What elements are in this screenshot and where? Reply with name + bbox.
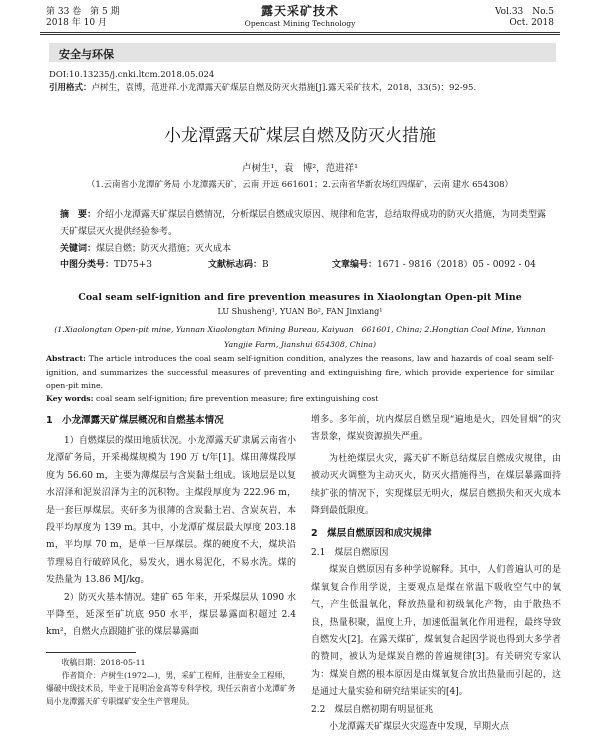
- keywords-text: 煤层自燃；防灭火措施；灭火成本: [96, 244, 232, 254]
- paragraph-geology: 1）自燃煤层的煤田地质状况。小龙潭露天矿隶属云南省小龙潭矿务局，开采褐煤规模为 190 万 t/年[1]。煤田薄煤段厚度为 56.60 m，主要为薄煤层与含炭黏土组成。该地层是以复水沼泽和泥炭沼泽为主的沉积物。主煤段厚度为 222.96 m，是一套巨厚煤层。夹矸多为很薄的含炭黏土岩、含炭灰岩，本段平均厚度为 139 m。其中，小龙潭矿煤层最大厚度 203.18 m，平均厚 70 m，是单一巨厚煤层。煤的硬度不大，煤块沿节理易自行破碎风化，易发火，遇水易泥化，不易水洗。煤的发热量为 13.86 MJ/kg。: [46, 436, 296, 586]
- keywords-label: 关键词：: [60, 244, 97, 254]
- journal-name-cn: 露天采矿技术: [260, 4, 339, 18]
- header-date-en: Oct. 2018: [509, 18, 554, 28]
- paragraph-continued: 增多。多年前，坑内煤层自燃呈现“遍地是火，四处冒烟”的灾害景象，煤炭资源损失严重。: [311, 415, 561, 443]
- doc-code-value: B: [262, 260, 269, 270]
- section-2-1-title: 煤层自燃原因: [334, 548, 389, 559]
- header-volume: 第 33 卷 第 5 期: [46, 7, 120, 17]
- paper-title: 小龙潭露天矿煤层自燃及防灭火措施: [164, 126, 436, 146]
- english-keywords-label: Key words:: [46, 394, 94, 403]
- header-rule: [40, 32, 560, 33]
- english-abstract-text: The article introduces the coal seam self-ignition condition, analyzes the reasons, law and hazards of coal seam self-ignition, and summarizes the successful measures of preventing and extinguishing fire, which provide experience for similar open-pit mine.: [46, 354, 554, 390]
- english-abstract-label: Abstract:: [46, 354, 86, 363]
- header-date: 2018 年 10 月: [46, 18, 107, 28]
- received-date: 收稿日期：2018-05-11: [61, 658, 146, 667]
- english-keywords-text: coal seam self-ignition; fire prevention measure; fire extinguishing cost: [96, 394, 379, 403]
- article-no-label: 文章编号：: [332, 260, 378, 270]
- left-column: [46, 412, 296, 642]
- section-2-heading: 2 煤层自燃原因和成灾规律: [311, 528, 432, 540]
- header-volume-en: Vol.33 No.5: [494, 7, 554, 17]
- footnote: [46, 656, 296, 708]
- doc-code: [208, 257, 269, 270]
- abstract-label: 摘 要：: [60, 210, 97, 220]
- citation: [49, 82, 569, 94]
- journal-name-en: Opencast Mining Technology: [244, 19, 356, 28]
- english-affiliation-line-2: Yangjie Farm, Jianshui 654308, China): [223, 340, 377, 349]
- article-no: [332, 257, 536, 270]
- header-issue-en: [495, 7, 554, 29]
- clc: [60, 257, 152, 270]
- paragraph-fire-status: 2）防灭火基本情况。建矿 65 年来，开采煤层从 1090 水平降至，延深至矿坑底 950 水平，煤层暴露面积超过 2.4 km²，自燃火点跟随扩张的煤层暴露面: [46, 592, 296, 638]
- article-no-value: 1671 - 9816（2018）05 - 0092 - 04: [377, 260, 536, 270]
- section-2-2-title: 煤层自燃初期有明显征兆: [334, 704, 434, 715]
- authors: 卢树生¹，袁 博²，范进祥¹: [242, 163, 358, 174]
- abstract-block: [60, 207, 550, 258]
- keywords: [60, 241, 550, 258]
- section-2-2-heading: [311, 702, 561, 719]
- paragraph-early-signs: 小龙潭露天矿煤层火灾巡查中发现，早期火点: [329, 721, 510, 732]
- doc-code-label: 文献标志码：: [208, 260, 263, 270]
- doi[interactable]: DOI:10.13235/j.cnki.ltcm.2018.05.024: [49, 70, 215, 80]
- header-rule-2: [40, 34, 560, 35]
- english-keywords: [46, 394, 554, 403]
- citation-label: 引用格式：: [49, 83, 92, 93]
- abstract: [60, 207, 550, 241]
- section-1-heading: 1 小龙潭露天矿煤层概况和自燃基本情况: [46, 415, 224, 426]
- english-affiliation-line-1: (1.Xiaolongtan Open-pit mine, Yunnan Xiaolongtan Mining Bureau, Kaiyuan 661601, China; 2.Hongtian Coal Mine, Yunnan: [54, 325, 546, 334]
- section-2-1-number: 2.1: [311, 548, 326, 559]
- english-abstract: [46, 352, 554, 393]
- section-2-2-number: 2.2: [311, 704, 326, 715]
- clc-label: 中图分类号：: [60, 260, 115, 270]
- section-tag: [49, 43, 556, 62]
- paragraph-prevention: 为杜绝煤层火灾，露天矿不断总结煤层自燃成灾规律，由被动灭火调整为主动灭火，防灭火措施得当，在煤层暴露面持续扩张的情况下，实现煤层无明火，煤层自燃损失和灭火成本降到最低限度。: [311, 453, 561, 517]
- citation-text: 卢树生，袁博，范进祥.小龙潭露天矿煤层自燃及防灭火措施[J].露天采矿技术，2018，33(5)：92-95.: [91, 83, 477, 93]
- abstract-text: 介绍小龙潭露天矿煤层自燃情况，分析煤层自燃成灾原因、规律和危害，总结取得成功的防灭火措施，为同类型露天矿煤层灭火提供经验参考。: [60, 210, 547, 237]
- section-2-1-heading: [311, 545, 561, 562]
- english-affiliations: [48, 322, 552, 352]
- author-bio: 作者简介：卢树生(1972—)，男，采矿工程师，注册安全工程师，爆破中级技术员，毕业于昆明冶金高等专科学校，现任云南省小龙潭矿务局小龙潭露天矿专职煤矿安全生产管理员。: [46, 671, 296, 706]
- clc-value: TD75+3: [114, 260, 152, 270]
- right-column: [311, 412, 561, 736]
- english-title: Coal seam self-ignition and fire prevention measures in Xiaolongtan Open-pit Mine: [78, 292, 522, 303]
- section-tag-label: 安全与环保: [59, 48, 114, 61]
- english-authors: LU Shusheng¹, YUAN Bo², FAN Jinxiang¹: [217, 307, 383, 316]
- affiliations: （1.云南省小龙潭矿务局 小龙潭露天矿，云南 开远 661601；2.云南省华新农场红四煤矿，云南 建水 654308）: [86, 180, 514, 190]
- paragraph-causes: 煤炭自燃原因有多种学说解释。其中，人们普遍认可的是煤氧复合作用学说，主要观点是煤在常温下吸收空气中的氧气，产生低温氧化，释放热量和初级氧化产物，由于散热不良，热量积聚，温度上升，加速低温氧化作用进程，最终导致自燃发火[2]。在露天煤矿，煤氧复合起因学说也得到大多学者的赞同，被认为是煤炭自燃的普遍规律[3]。有关研究专家认为：煤炭自燃的根本原因是由煤氧复合放出热量而引起的，这是通过大量实验和研究结果证实的[4]。: [311, 565, 561, 698]
- footnote-rule: [46, 652, 136, 653]
